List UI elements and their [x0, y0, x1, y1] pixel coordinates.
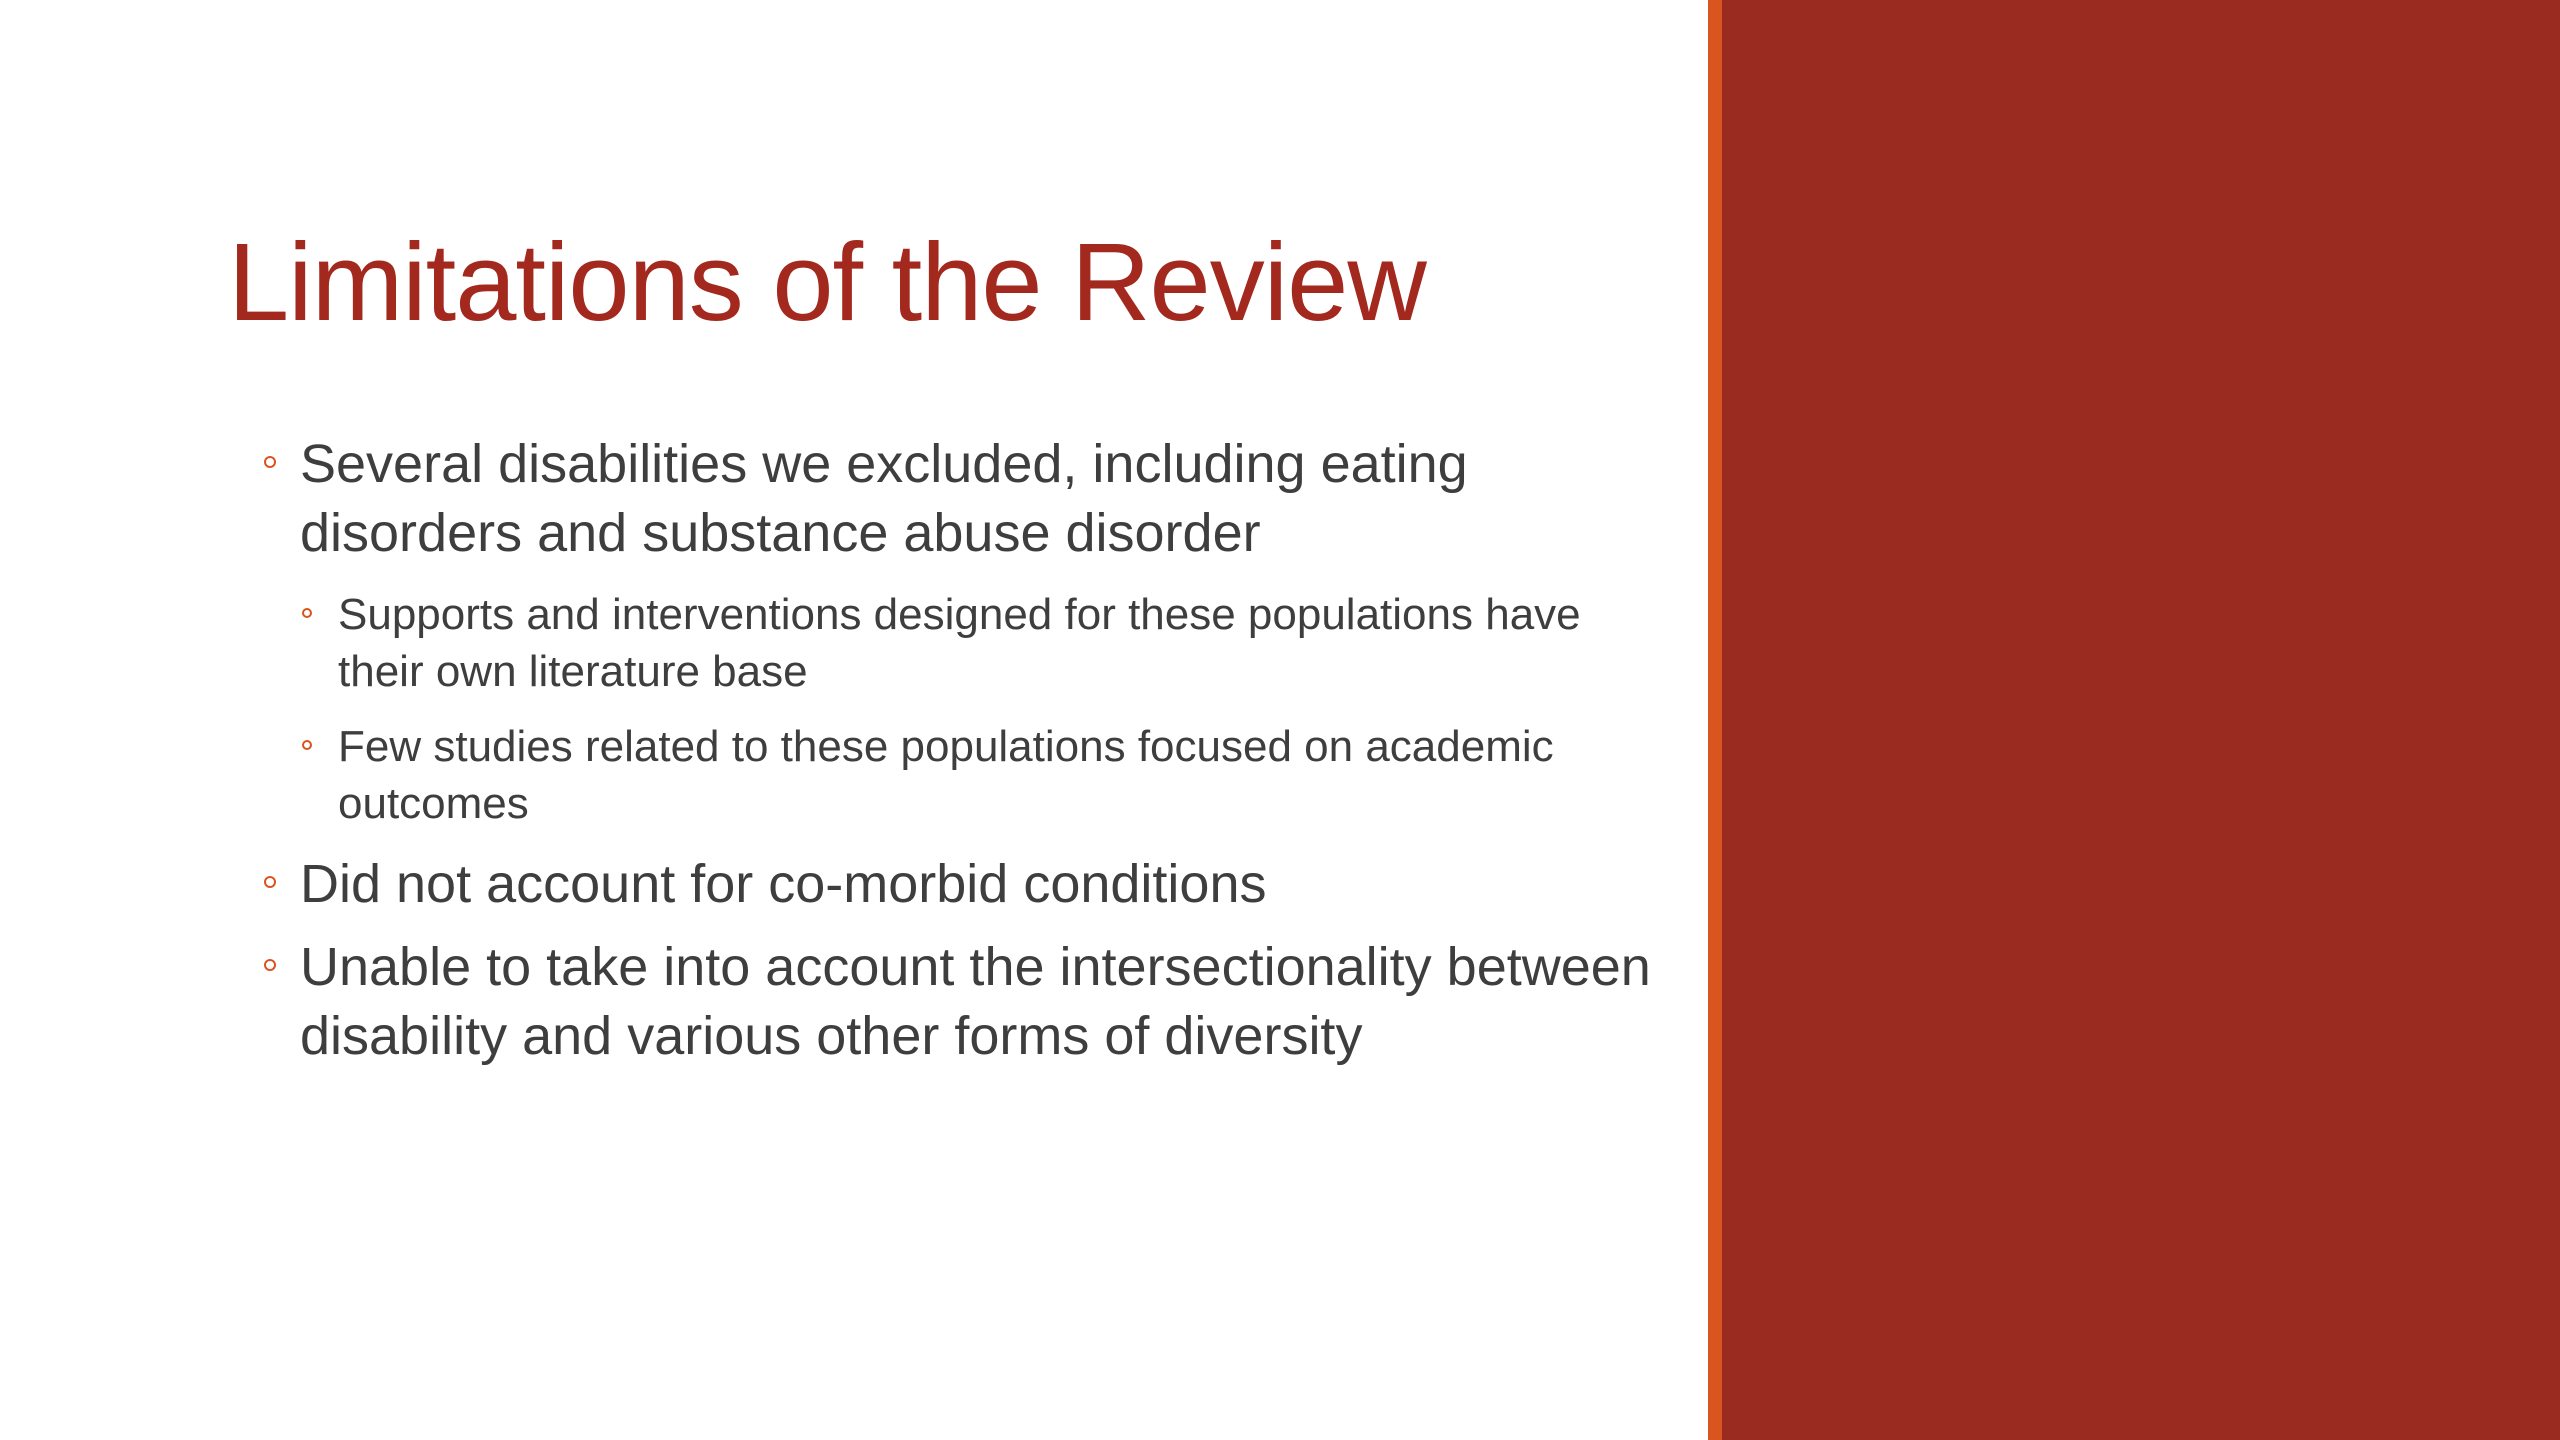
- bullet-circle-icon: [264, 959, 276, 971]
- slide-title: Limitations of the Review: [228, 221, 1426, 344]
- bullet-list: [262, 430, 1662, 1085]
- sub-bullet-item: [300, 586, 1662, 700]
- bullet-circle-icon: [264, 456, 276, 468]
- bullet-text: Unable to take into account the intersectionality between disability and various other forms of diversity: [300, 937, 1651, 1066]
- sub-bullet-list: [300, 586, 1662, 832]
- bullet-item: [262, 850, 1662, 919]
- bullet-item: [262, 933, 1662, 1071]
- sub-bullet-text: Few studies related to these populations focused on academic outcomes: [338, 722, 1554, 828]
- sub-bullet-circle-icon: [302, 608, 312, 618]
- bullet-circle-icon: [264, 876, 276, 888]
- sub-bullet-item: [300, 718, 1662, 832]
- sub-bullet-text: Supports and interventions designed for these populations have their own literature base: [338, 590, 1581, 696]
- sub-bullet-circle-icon: [302, 740, 312, 750]
- bullet-text: Several disabilities we excluded, including eating disorders and substance abuse disorder: [300, 434, 1468, 563]
- accent-divider-line: [1708, 0, 1722, 1440]
- bullet-text: Did not account for co-morbid conditions: [300, 854, 1267, 914]
- bullet-item: [262, 430, 1662, 832]
- decorative-side-panel: [1722, 0, 2560, 1440]
